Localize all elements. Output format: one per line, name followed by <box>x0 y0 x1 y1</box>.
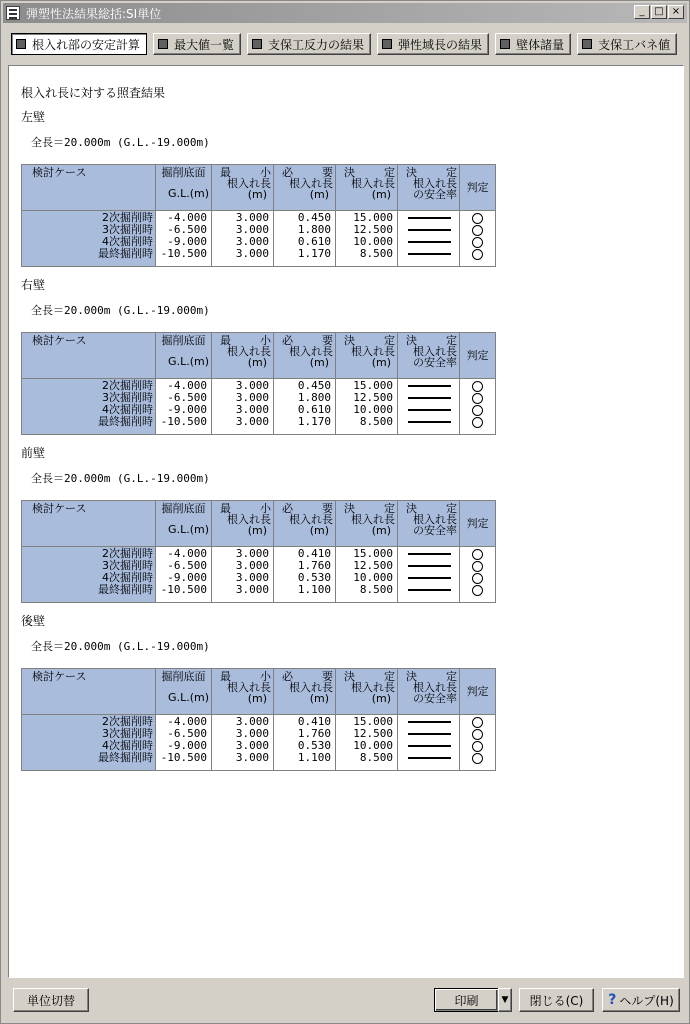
cell-bottom-level <box>156 547 212 603</box>
cell-value: 1.170 <box>297 247 331 260</box>
cell-value: -9.000 <box>167 739 207 752</box>
col-header-determined-length: 決 定 根入れ長 (m) <box>336 333 398 379</box>
table-header-row <box>22 501 496 547</box>
col-header-required-length: 必 要 根入れ長 (m) <box>274 333 336 379</box>
dash-line-icon <box>400 572 455 584</box>
cell-judgment <box>460 211 496 267</box>
cell-case <box>22 211 156 267</box>
tab-elastic-zone[interactable] <box>377 33 489 55</box>
cell-value: 1.760 <box>297 727 331 740</box>
col-header-determined-length: 決 定 根入れ長 (m) <box>336 165 398 211</box>
dash-line-icon <box>400 584 455 596</box>
print-dropdown-button[interactable]: ▼ <box>498 988 512 1012</box>
cell-value: -6.500 <box>167 223 207 236</box>
maximize-icon[interactable]: □ <box>651 5 667 19</box>
cell-value: 0.610 <box>297 403 331 416</box>
cell-determined-length <box>336 547 398 603</box>
ok-circle-icon <box>462 236 491 248</box>
tab-label: 壁体諸量 <box>516 37 565 52</box>
tab-label: 根入れ部の安定計算 <box>32 37 141 52</box>
cell-value: 3.000 <box>235 415 269 428</box>
ok-circle-icon <box>462 380 491 392</box>
cell-value: -4.000 <box>167 379 207 392</box>
embedment-result-table <box>21 500 496 603</box>
cell-value: 4次掘削時 <box>102 403 153 416</box>
col-header-judgment: 判定 <box>460 501 496 547</box>
dash-line-icon <box>400 404 455 416</box>
cell-value: 0.530 <box>297 739 331 752</box>
cell-value: 1.800 <box>297 391 331 404</box>
table-data-row <box>22 715 496 771</box>
table-data-row <box>22 547 496 603</box>
ok-circle-icon <box>462 248 491 260</box>
cell-value: -6.500 <box>167 727 207 740</box>
cell-value: 3.000 <box>235 391 269 404</box>
dash-line-icon <box>400 560 455 572</box>
ok-circle-icon <box>462 224 491 236</box>
dash-line-icon <box>400 548 455 560</box>
wall-section-title: 後壁 <box>21 614 46 628</box>
dash-line-icon <box>400 416 455 428</box>
ok-circle-icon <box>462 392 491 404</box>
cell-value: 3.000 <box>235 247 269 260</box>
col-header-determined-length: 決 定 根入れ長 (m) <box>336 669 398 715</box>
cell-value: 15.000 <box>353 715 393 728</box>
col-header-case: 検討ケース <box>22 501 156 547</box>
cell-value: 12.500 <box>353 223 393 236</box>
cell-value: 2次掘削時 <box>102 547 153 560</box>
cell-value: 10.000 <box>353 571 393 584</box>
cell-case <box>22 547 156 603</box>
cell-judgment <box>460 379 496 435</box>
cell-case <box>22 379 156 435</box>
col-header-min-length: 最 小 根入れ長 (m) <box>212 669 274 715</box>
col-header-determined-length: 決 定 根入れ長 (m) <box>336 501 398 547</box>
title-bar <box>3 3 687 23</box>
cell-value: 3.000 <box>235 751 269 764</box>
total-length-label: 全長＝20.000m (G.L.-19.000m) <box>31 472 210 485</box>
cell-value: 0.530 <box>297 571 331 584</box>
col-header-judgment: 判定 <box>460 333 496 379</box>
cell-value: -10.500 <box>160 415 207 428</box>
cell-value: 10.000 <box>353 403 393 416</box>
cell-case <box>22 715 156 771</box>
cell-value: 1.170 <box>297 415 331 428</box>
cell-determined-length <box>336 715 398 771</box>
dash-line-icon <box>400 380 455 392</box>
cell-value: 最終掘削時 <box>98 751 153 764</box>
ok-circle-icon <box>462 548 491 560</box>
cell-value: 2次掘削時 <box>102 379 153 392</box>
cell-value: 4次掘削時 <box>102 235 153 248</box>
cell-safety-factor <box>398 547 460 603</box>
dash-line-icon <box>400 248 455 260</box>
cell-value: 3.000 <box>235 727 269 740</box>
cell-value: 0.410 <box>297 547 331 560</box>
cell-value: 0.410 <box>297 715 331 728</box>
cell-value: -6.500 <box>167 559 207 572</box>
dash-line-icon <box>400 224 455 236</box>
cell-value: 12.500 <box>353 559 393 572</box>
help-label: ヘルプ(H) <box>619 993 674 1008</box>
cell-value: 10.000 <box>353 739 393 752</box>
close-icon[interactable]: × <box>668 5 684 19</box>
cell-value: -9.000 <box>167 571 207 584</box>
col-header-judgment: 判定 <box>460 165 496 211</box>
cell-value: 3.000 <box>235 559 269 572</box>
wall-section-title: 前壁 <box>21 446 46 460</box>
cell-value: 12.500 <box>353 391 393 404</box>
col-header-bottom: 掘削底面 G.L.(m) <box>156 669 212 715</box>
cell-value: 3次掘削時 <box>102 727 153 740</box>
cell-value: 15.000 <box>353 547 393 560</box>
cell-value: 8.500 <box>359 247 393 260</box>
tab-support-spring[interactable] <box>577 33 677 55</box>
cell-value: 3.000 <box>235 403 269 416</box>
tab-square-icon <box>16 39 26 49</box>
cell-value: -9.000 <box>167 235 207 248</box>
col-header-min-length: 最 小 根入れ長 (m) <box>212 501 274 547</box>
cell-safety-factor <box>398 211 460 267</box>
dash-line-icon <box>400 740 455 752</box>
report-heading: 根入れ長に対する照査結果 <box>21 86 166 100</box>
unit-switch-button[interactable]: 単位切替 <box>13 988 89 1012</box>
ok-circle-icon <box>462 416 491 428</box>
cell-value: -10.500 <box>160 583 207 596</box>
col-header-safety-factor: 決 定 根入れ長 の安全率 <box>398 669 460 715</box>
col-header-case: 検討ケース <box>22 669 156 715</box>
cell-required-length <box>274 379 336 435</box>
cell-value: 12.500 <box>353 727 393 740</box>
cell-value: -10.500 <box>160 751 207 764</box>
cell-required-length <box>274 211 336 267</box>
tab-square-icon <box>582 39 592 49</box>
embedment-result-table <box>21 332 496 435</box>
cell-value: 1.100 <box>297 583 331 596</box>
table-header-row <box>22 669 496 715</box>
tab-label: 弾性域長の結果 <box>398 37 483 52</box>
cell-bottom-level <box>156 211 212 267</box>
tab-bar <box>11 33 677 55</box>
cell-required-length <box>274 547 336 603</box>
table-header-row <box>22 165 496 211</box>
cell-value: 最終掘削時 <box>98 247 153 260</box>
col-header-case: 検討ケース <box>22 165 156 211</box>
cell-value: 8.500 <box>359 751 393 764</box>
cell-value: 2次掘削時 <box>102 211 153 224</box>
cell-min-length <box>212 379 274 435</box>
col-header-required-length: 必 要 根入れ長 (m) <box>274 165 336 211</box>
cell-value: 15.000 <box>353 211 393 224</box>
cell-value: 3次掘削時 <box>102 391 153 404</box>
tab-label: 最大値一覧 <box>174 37 235 52</box>
cell-min-length <box>212 547 274 603</box>
total-length-label: 全長＝20.000m (G.L.-19.000m) <box>31 640 210 653</box>
report-panel[interactable] <box>8 65 684 978</box>
cell-value: 4次掘削時 <box>102 571 153 584</box>
col-header-case: 検討ケース <box>22 333 156 379</box>
table-data-row <box>22 211 496 267</box>
total-length-label: 全長＝20.000m (G.L.-19.000m) <box>31 136 210 149</box>
tab-square-icon <box>382 39 392 49</box>
tab-square-icon <box>500 39 510 49</box>
window-title: 弾塑性法結果総括:SI単位 <box>26 6 162 21</box>
help-button[interactable] <box>602 988 680 1012</box>
total-length-label: 全長＝20.000m (G.L.-19.000m) <box>31 304 210 317</box>
cell-bottom-level <box>156 379 212 435</box>
window-controls <box>633 5 684 19</box>
cell-min-length <box>212 715 274 771</box>
cell-value: 2次掘削時 <box>102 715 153 728</box>
app-icon[interactable] <box>6 6 20 20</box>
dash-line-icon <box>400 212 455 224</box>
help-icon: ? <box>608 992 617 1008</box>
col-header-judgment: 判定 <box>460 669 496 715</box>
table-data-row <box>22 379 496 435</box>
col-header-safety-factor: 決 定 根入れ長 の安全率 <box>398 333 460 379</box>
cell-value: 15.000 <box>353 379 393 392</box>
col-header-bottom: 掘削底面 G.L.(m) <box>156 165 212 211</box>
cell-value: 10.000 <box>353 235 393 248</box>
cell-value: 3.000 <box>235 739 269 752</box>
cell-value: 4次掘削時 <box>102 739 153 752</box>
col-header-safety-factor: 決 定 根入れ長 の安全率 <box>398 501 460 547</box>
dash-line-icon <box>400 728 455 740</box>
cell-value: -4.000 <box>167 547 207 560</box>
cell-value: 1.760 <box>297 559 331 572</box>
minimize-icon[interactable]: _ <box>634 5 650 19</box>
ok-circle-icon <box>462 572 491 584</box>
col-header-safety-factor: 決 定 根入れ長 の安全率 <box>398 165 460 211</box>
close-button[interactable]: 閉じる(C) <box>519 988 594 1012</box>
dash-line-icon <box>400 236 455 248</box>
ok-circle-icon <box>462 212 491 224</box>
wall-section-title: 左壁 <box>21 110 46 124</box>
wall-section-title: 右壁 <box>21 278 46 292</box>
ok-circle-icon <box>462 404 491 416</box>
cell-bottom-level <box>156 715 212 771</box>
cell-value: -4.000 <box>167 715 207 728</box>
cell-safety-factor <box>398 379 460 435</box>
cell-determined-length <box>336 379 398 435</box>
col-header-min-length: 最 小 根入れ長 (m) <box>212 165 274 211</box>
cell-value: -4.000 <box>167 211 207 224</box>
cell-judgment <box>460 547 496 603</box>
cell-value: 3.000 <box>235 235 269 248</box>
cell-required-length <box>274 715 336 771</box>
cell-value: 3.000 <box>235 379 269 392</box>
cell-value: 0.450 <box>297 211 331 224</box>
col-header-required-length: 必 要 根入れ長 (m) <box>274 501 336 547</box>
tab-label: 支保工反力の結果 <box>268 37 365 52</box>
cell-value: 3.000 <box>235 715 269 728</box>
tab-wall-properties[interactable] <box>495 33 571 55</box>
embedment-result-table <box>21 164 496 267</box>
tab-label: 支保工バネ値 <box>598 37 671 52</box>
ok-circle-icon <box>462 560 491 572</box>
col-header-bottom: 掘削底面 G.L.(m) <box>156 501 212 547</box>
cell-min-length <box>212 211 274 267</box>
cell-value: 1.100 <box>297 751 331 764</box>
cell-value: 1.800 <box>297 223 331 236</box>
ok-circle-icon <box>462 716 491 728</box>
tab-square-icon <box>252 39 262 49</box>
dash-line-icon <box>400 716 455 728</box>
col-header-bottom: 掘削底面 G.L.(m) <box>156 333 212 379</box>
cell-determined-length <box>336 211 398 267</box>
cell-value: 8.500 <box>359 415 393 428</box>
dash-line-icon <box>400 752 455 764</box>
cell-value: -6.500 <box>167 391 207 404</box>
cell-value: 3.000 <box>235 211 269 224</box>
embedment-result-table <box>21 668 496 771</box>
tab-max-values[interactable] <box>153 33 241 55</box>
cell-value: 0.450 <box>297 379 331 392</box>
cell-value: -10.500 <box>160 247 207 260</box>
cell-value: 最終掘削時 <box>98 583 153 596</box>
ok-circle-icon <box>462 584 491 596</box>
col-header-min-length: 最 小 根入れ長 (m) <box>212 333 274 379</box>
ok-circle-icon <box>462 740 491 752</box>
cell-value: 3.000 <box>235 547 269 560</box>
col-header-required-length: 必 要 根入れ長 (m) <box>274 669 336 715</box>
cell-value: 8.500 <box>359 583 393 596</box>
cell-value: 最終掘削時 <box>98 415 153 428</box>
cell-value: 3次掘削時 <box>102 559 153 572</box>
ok-circle-icon <box>462 752 491 764</box>
cell-value: 3.000 <box>235 223 269 236</box>
tab-square-icon <box>158 39 168 49</box>
cell-judgment <box>460 715 496 771</box>
cell-value: 3次掘削時 <box>102 223 153 236</box>
tab-support-reaction[interactable] <box>247 33 371 55</box>
tab-embedment-stability[interactable] <box>11 33 147 55</box>
cell-value: 3.000 <box>235 583 269 596</box>
ok-circle-icon <box>462 728 491 740</box>
cell-value: -9.000 <box>167 403 207 416</box>
cell-value: 0.610 <box>297 235 331 248</box>
cell-safety-factor <box>398 715 460 771</box>
print-button[interactable]: 印刷 <box>434 988 499 1012</box>
cell-value: 3.000 <box>235 571 269 584</box>
dash-line-icon <box>400 392 455 404</box>
table-header-row <box>22 333 496 379</box>
